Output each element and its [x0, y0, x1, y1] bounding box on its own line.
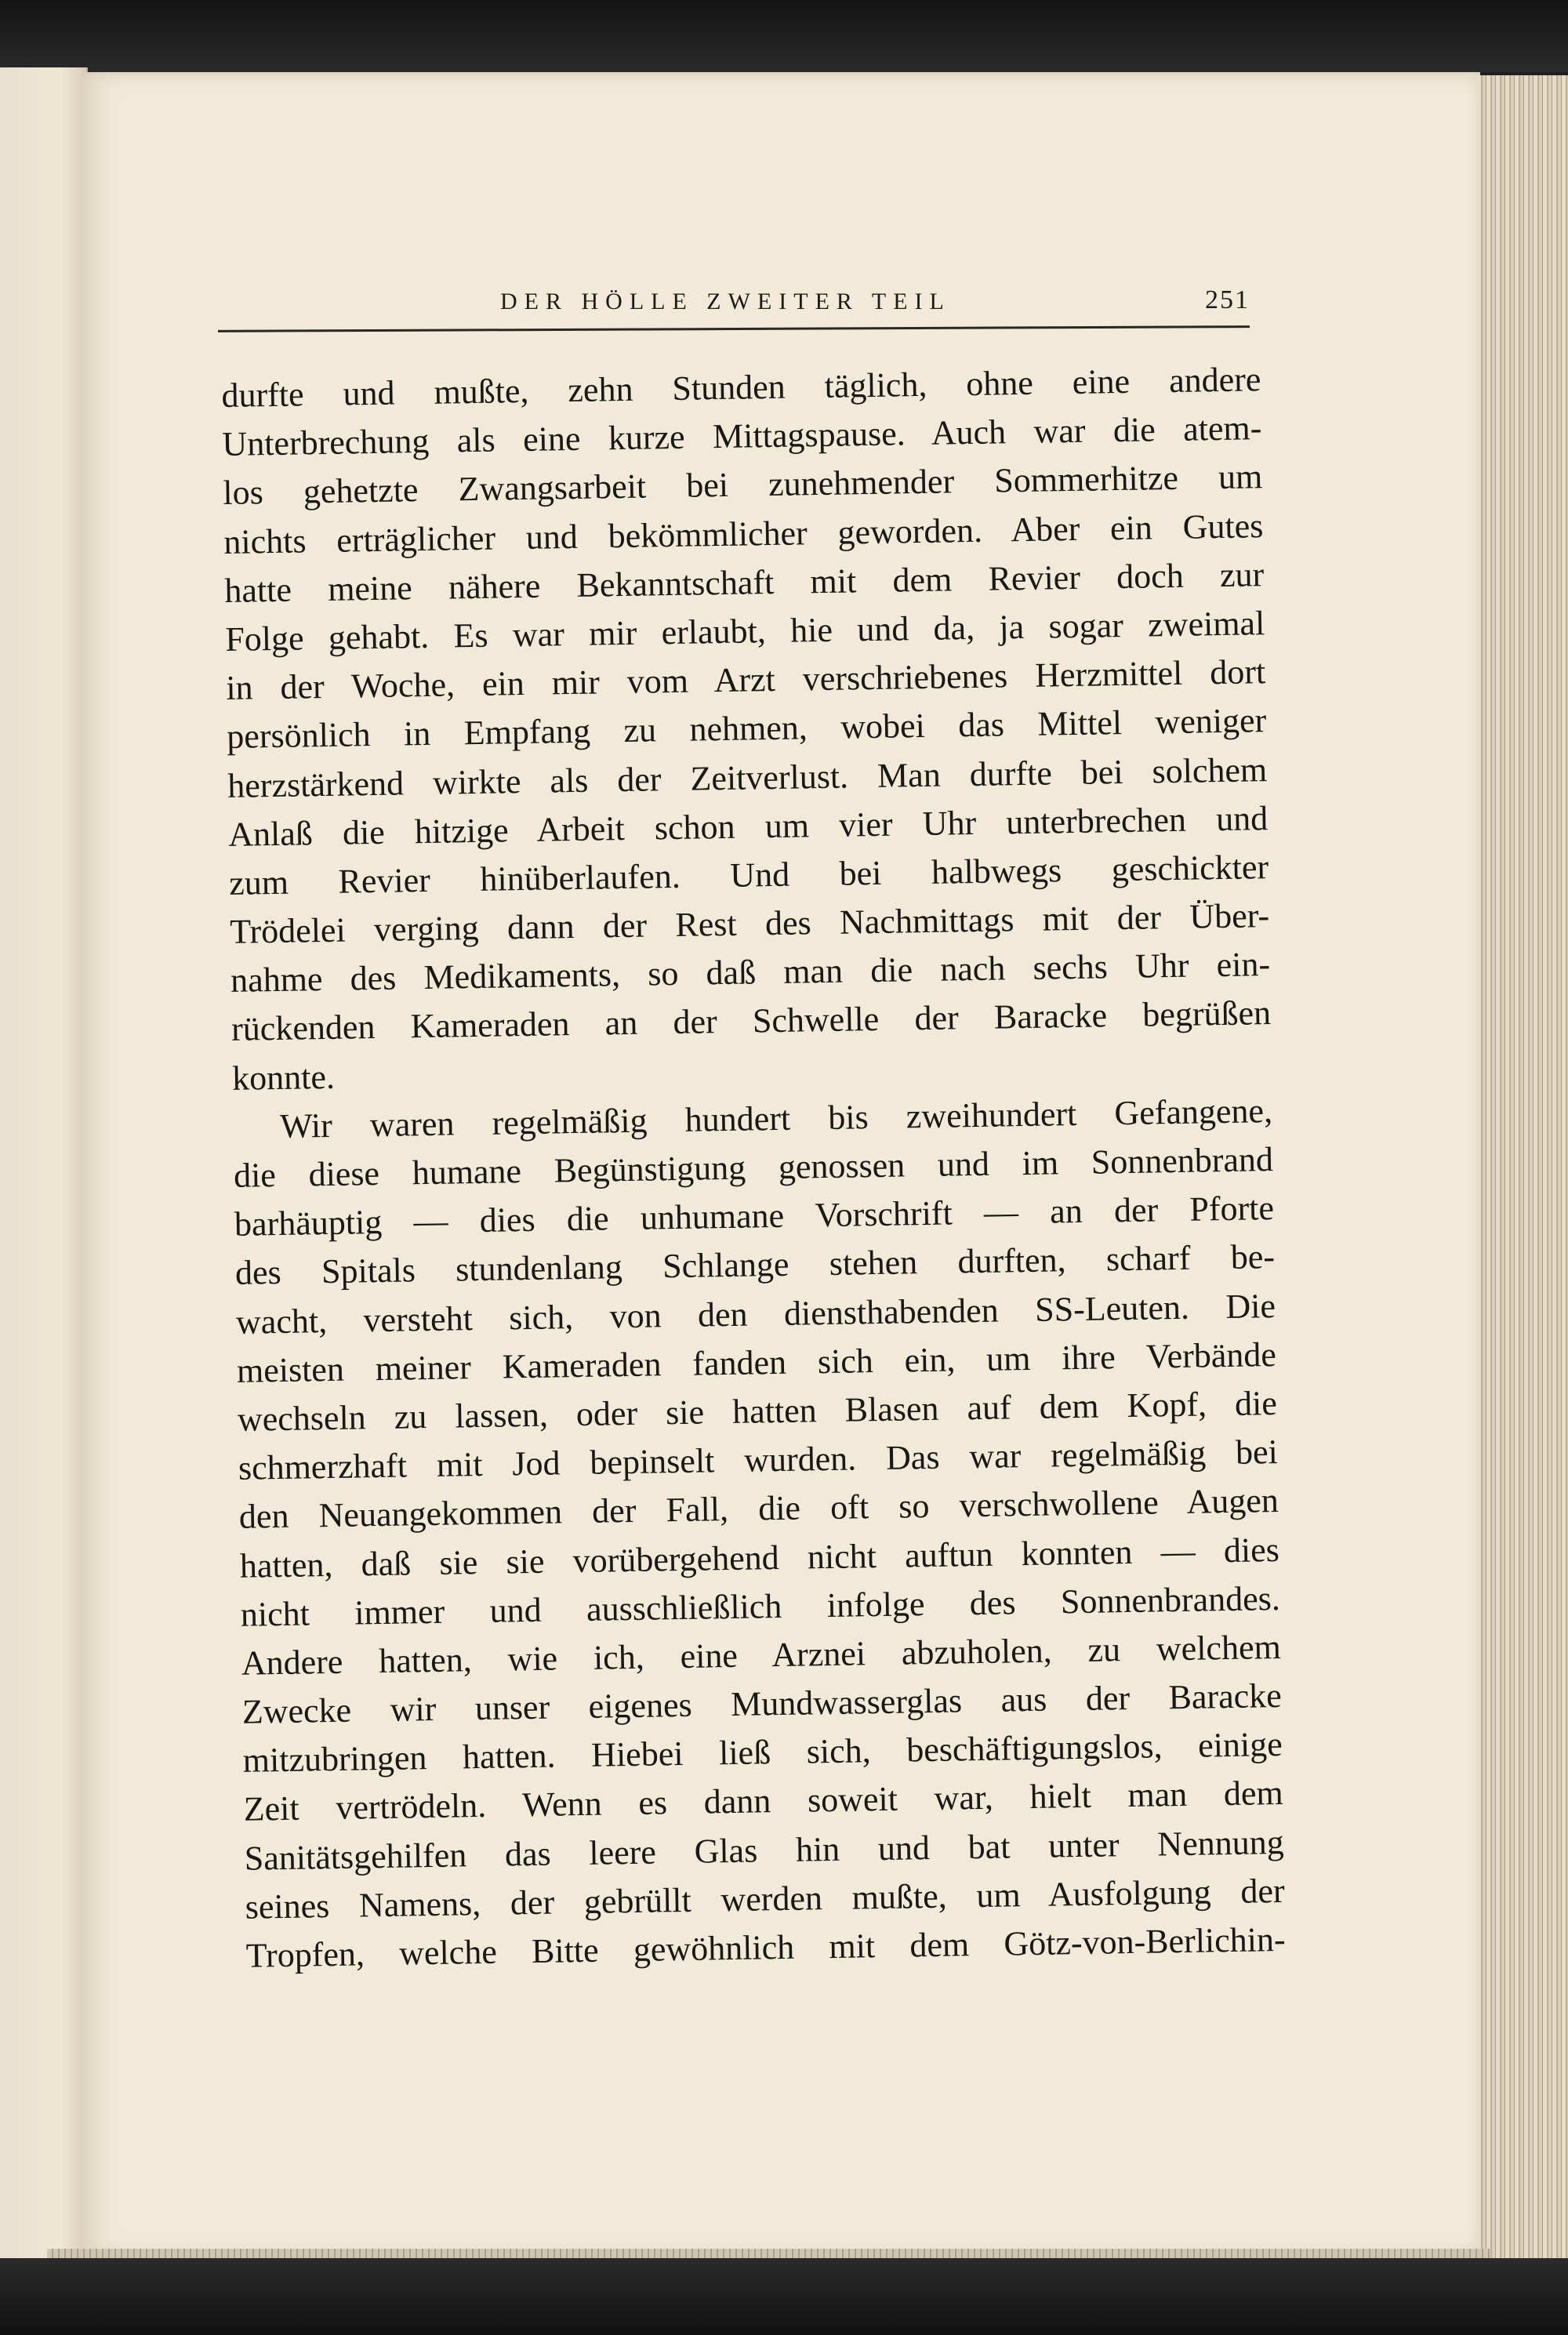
text-line: Folge gehabt. Es war mir erlaubt, hie und da, ja sogar zweimal: [224, 604, 1265, 659]
text-line: die diese humane Begünstigung genossen und im Sonnenbrand: [233, 1140, 1274, 1195]
text-line: konnte.: [231, 1057, 336, 1098]
running-header: [218, 282, 1250, 334]
text-line: seines Namens, der gebrüllt werden mußte, um Ausfolgung der: [245, 1871, 1285, 1926]
text-line: Anlaß die hitzige Arbeit schon um vier Uhr unterbrechen und: [227, 798, 1269, 854]
text-line: Trödelei verging dann der Rest des Nachmittags mit der Über-: [229, 896, 1270, 951]
page-number: 251: [1205, 285, 1250, 314]
page-edges-right: [1477, 75, 1568, 2263]
text-line: persönlich in Empfang zu nehmen, wobei das Mittel weniger: [226, 701, 1267, 757]
text-line: nicht immer und ausschließlich infolge des Sonnenbrandes.: [240, 1578, 1281, 1634]
text-line: los gehetzte Zwangsarbeit bei zunehmender Sommerhitze um: [223, 457, 1263, 513]
scan-background-top: [0, 0, 1568, 72]
text-line: Tropfen, welche Bitte gewöhnlich mit dem Götz-von-Berlichin-: [245, 1919, 1286, 1975]
text-line: hatte meine nähere Bekanntschaft mit dem Revier doch zur: [224, 554, 1265, 610]
text-line: zum Revier hinüberlaufen. Und bei halbwegs geschickter: [228, 847, 1269, 902]
text-line: durfte und mußte, zehn Stunden täglich, ohne eine andere: [221, 360, 1261, 415]
running-title: DER HÖLLE ZWEITER TEIL: [500, 289, 951, 314]
text-line: rückenden Kameraden an der Schwelle der Baracke begrüßen: [230, 993, 1272, 1049]
header-rule: [218, 325, 1250, 332]
text-line: wacht, versteht sich, von den diensthabenden SS-Leuten. Die: [235, 1286, 1276, 1342]
text-line: in der Woche, ein mir vom Arzt verschriebenes Herzmittel dort: [225, 652, 1266, 708]
text-line: des Spitals stundenlang Schlange stehen durften, scharf be-: [234, 1237, 1276, 1293]
scan-background-bottom: [0, 2258, 1568, 2335]
body-text: [221, 355, 1286, 1981]
text-line: mitzubringen hatten. Hiebei ließ sich, beschäftigungslos, einige: [242, 1725, 1283, 1781]
book-cover-left: [0, 67, 88, 2263]
text-line: den Neuangekommen der Fall, die oft so verschwollene Augen: [238, 1481, 1279, 1537]
text-line: Zwecke wir unser eigenes Mundwasserglas aus der Baracke: [241, 1676, 1283, 1731]
text-line: Unterbrechung als eine kurze Mittagspause. Auch war die atem-: [222, 409, 1262, 464]
text-line: Wir waren regelmäßig hundert bis zweihundert Gefangene,: [279, 1091, 1273, 1146]
text-line: nahme des Medikaments, so daß man die nach sechs Uhr ein-: [230, 945, 1271, 1000]
text-line: schmerzhaft mit Jod bepinselt wurden. Das war regelmäßig bei: [238, 1433, 1279, 1487]
text-line: barhäuptig — dies die unhumane Vorschrift — an der Pforte: [234, 1189, 1275, 1244]
text-line: meisten meiner Kameraden fanden sich ein, um ihre Verbände: [236, 1335, 1277, 1390]
text-line: Zeit vertrödeln. Wenn es dann soweit war, hielt man dem: [243, 1774, 1284, 1829]
text-line: nichts erträglicher und bekömmlicher geworden. Aber ein Gutes: [223, 506, 1264, 561]
text-line: wechseln zu lassen, oder sie hatten Blasen auf dem Kopf, die: [237, 1383, 1278, 1439]
text-line: hatten, daß sie sie vorübergehend nicht auftun konnten — dies: [239, 1530, 1280, 1585]
text-line: Sanitätsgehilfen das leere Glas hin und bat unter Nennung: [244, 1822, 1285, 1878]
text-line: herzstärkend wirkte als der Zeitverlust. Man durfte bei solchem: [227, 750, 1268, 805]
text-line: Andere hatten, wie ich, eine Arznei abzuholen, zu welchem: [241, 1627, 1282, 1683]
